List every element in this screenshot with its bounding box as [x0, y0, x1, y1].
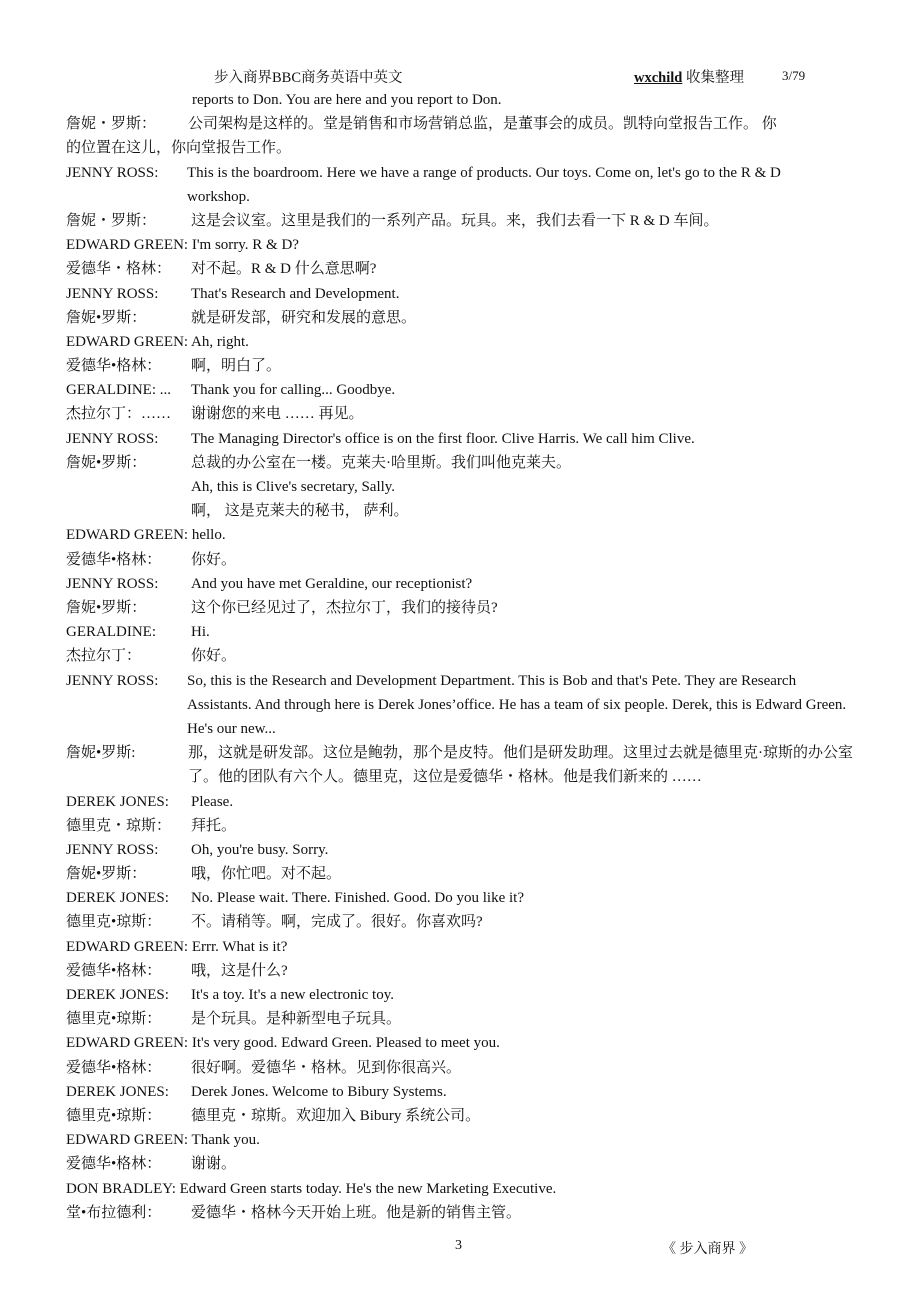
dialogue-line	[66, 935, 858, 959]
line-text: Oh, you're busy. Sorry.	[191, 841, 329, 858]
speaker-label: EDWARD GREEN: Errr. What is it?	[66, 938, 288, 955]
dialogue-line	[66, 910, 858, 934]
dialogue-line	[66, 1177, 858, 1201]
dialogue-paragraph-jenny	[66, 669, 858, 742]
dialogue-line	[66, 475, 858, 499]
dialogue-line	[66, 790, 858, 814]
dialogue-line	[66, 451, 858, 475]
speaker-label: 爱德华•格林：	[66, 1156, 162, 1173]
line-text: And you have met Geraldine, our receptionist?	[191, 575, 473, 592]
line-text: Derek Jones. Welcome to Bibury Systems.	[191, 1083, 447, 1100]
speaker-label: 德里克•琼斯：	[66, 1011, 162, 1028]
speaker-label: EDWARD GREEN: hello.	[66, 527, 226, 544]
paragraph-text: So, this is the Research and Development Department. This is Bob and that's Pete. They are Research Assistants. And through here is Derek Jones’office. He has a team of six people. Derek, this is Edward Green. He's our new...	[187, 672, 847, 737]
dialogue-block-1	[66, 88, 858, 669]
dialogue-line	[66, 644, 858, 668]
dialogue-line	[66, 572, 858, 596]
dialogue-line	[66, 282, 858, 306]
speaker-label: JENNY ROSS:	[66, 430, 159, 447]
line-text: 很好啊。爱德华・格林。见到你很高兴。	[191, 1059, 462, 1076]
dialogue-line	[66, 306, 858, 330]
collector-name: wxchild	[634, 70, 683, 86]
speaker-label: 詹妮•罗斯:	[66, 745, 136, 762]
dialogue-line	[66, 233, 858, 257]
dialogue-line	[66, 185, 858, 209]
dialogue-line	[66, 523, 858, 547]
speaker-label: 杰拉尔丁：……	[66, 406, 172, 423]
speaker-label: EDWARD GREEN: Ah, right.	[66, 333, 249, 350]
dialogue-line	[66, 596, 858, 620]
speaker-label: DEREK JONES:	[66, 987, 169, 1004]
line-text: The Managing Director's office is on the first floor. Clive Harris. We call him Clive.	[191, 430, 695, 447]
dialogue-line	[66, 1152, 858, 1176]
line-text: Thank you for calling... Goodbye.	[191, 382, 396, 399]
speaker-label: 爱德华•格林：	[66, 1059, 162, 1076]
line-text: 啊， 这是克莱夫的秘书， 萨利。	[191, 503, 409, 520]
line-text: 你好。	[191, 551, 237, 568]
header-title: 步入商界BBC商务英语中英文	[214, 70, 403, 86]
speaker-label: EDWARD GREEN: I'm sorry. R & D?	[66, 237, 299, 254]
line-text: Ah, this is Clive's secretary, Sally.	[191, 479, 396, 495]
speaker-label: 杰拉尔丁：	[66, 648, 142, 665]
speaker-label: JENNY ROSS:	[66, 575, 159, 592]
speaker-label: 詹妮•罗斯：	[66, 599, 147, 616]
line-text: 这个你已经见过了，杰拉尔丁，我们的接待员?	[191, 599, 498, 616]
speaker-label: EDWARD GREEN: Thank you.	[66, 1132, 260, 1149]
speaker-label: JENNY ROSS:	[66, 841, 159, 858]
dialogue-line	[66, 814, 858, 838]
speaker-label: JENNY ROSS:	[66, 164, 159, 181]
footer-page-number: 3	[455, 1238, 462, 1253]
line-text: 爱德华・格林今天开始上班。他是新的销售主管。	[191, 1204, 522, 1221]
line-text: 不。请稍等。啊，完成了。很好。你喜欢吗?	[191, 914, 483, 931]
line-text: 就是研发部，研究和发展的意思。	[191, 309, 417, 326]
line-text: 是个玩具。是种新型电子玩具。	[191, 1011, 402, 1028]
dialogue-line	[66, 378, 858, 402]
speaker-label: 詹妮•罗斯：	[66, 309, 147, 326]
speaker-label: 詹妮・罗斯：	[66, 116, 157, 133]
dialogue-content	[66, 88, 858, 1225]
line-text: No. Please wait. There. Finished. Good. Do you like it?	[191, 890, 525, 907]
line-text: 的位置在这儿，你向堂报告工作。	[66, 140, 292, 157]
dialogue-line	[66, 1056, 858, 1080]
line-text: 德里克・琼斯。欢迎加入 Bibury 系统公司。	[191, 1107, 481, 1124]
dialogue-line	[66, 330, 858, 354]
dialogue-line	[66, 1031, 858, 1055]
speaker-label: 爱德华・格林：	[66, 261, 172, 278]
speaker-label: 德里克•琼斯：	[66, 914, 162, 931]
dialogue-line	[66, 1201, 858, 1225]
speaker-label: JENNY ROSS:	[66, 672, 159, 689]
line-text: 啊，明白了。	[191, 358, 282, 375]
speaker-label: JENNY ROSS:	[66, 285, 159, 302]
speaker-label: 爱德华•格林：	[66, 551, 162, 568]
dialogue-line	[66, 886, 858, 910]
speaker-label: EDWARD GREEN: It's very good. Edward Green. Pleased to meet you.	[66, 1035, 500, 1052]
line-text: Please.	[191, 793, 234, 810]
dialogue-line	[66, 112, 858, 136]
line-text: This is the boardroom. Here we have a range of products. Our toys. Come on, let's go to the R & D	[187, 164, 781, 181]
speaker-label: DEREK JONES:	[66, 890, 169, 907]
line-text: 这是会议室。这里是我们的一系列产品。玩具。来，我们去看一下 R & D 车间。	[191, 212, 719, 229]
dialogue-line	[66, 402, 858, 426]
speaker-label: DON BRADLEY: Edward Green starts today. He's the new Marketing Executive.	[66, 1180, 557, 1197]
line-text: 哦，这是什么?	[191, 962, 288, 979]
dialogue-line	[66, 959, 858, 983]
line-text: That's Research and Development.	[191, 285, 400, 302]
dialogue-paragraph-jenny-cn	[66, 741, 858, 789]
dialogue-line	[66, 427, 858, 451]
dialogue-line	[66, 548, 858, 572]
dialogue-line	[66, 1080, 858, 1104]
line-text: Hi.	[191, 624, 210, 641]
paragraph-text: 那，这就是研发部。这位是鲍勃，那个是皮特。他们是研发助理。这里过去就是德里克·琼斯的办公室了。他的团队有六个人。德里克，这位是爱德华・格林。他是我们新来的 ……	[188, 745, 853, 786]
line-text: reports to Don. You are here and you report to Don.	[192, 92, 502, 108]
line-text: 公司架构是这样的。堂是销售和市场营销总监，是董事会的成员。凯特向堂报告工作。 你	[188, 116, 777, 133]
line-text: workshop.	[187, 188, 250, 205]
dialogue-line	[66, 862, 858, 886]
speaker-label: 堂•布拉德利：	[66, 1204, 162, 1221]
line-text: It's a toy. It's a new electronic toy.	[191, 987, 394, 1004]
speaker-label: 德里克・琼斯：	[66, 817, 172, 834]
speaker-label: DEREK JONES:	[66, 1083, 169, 1100]
dialogue-line	[66, 209, 858, 233]
dialogue-line	[66, 88, 858, 112]
dialogue-line	[66, 1104, 858, 1128]
dialogue-line	[66, 1128, 858, 1152]
speaker-label: 爱德华•格林：	[66, 962, 162, 979]
footer-book-title: 《 步入商界 》	[662, 1242, 753, 1257]
dialogue-line	[66, 499, 858, 523]
dialogue-block-2	[66, 790, 858, 1225]
speaker-label: 德里克•琼斯：	[66, 1107, 162, 1124]
line-text: 谢谢。	[191, 1156, 237, 1173]
speaker-label: 爱德华•格林：	[66, 358, 162, 375]
line-text: 拜托。	[191, 817, 237, 834]
dialogue-line	[66, 136, 858, 160]
dialogue-line	[66, 161, 858, 185]
speaker-label: 詹妮•罗斯：	[66, 454, 147, 471]
dialogue-line	[66, 257, 858, 281]
line-text: 哦，你忙吧。对不起。	[191, 866, 342, 883]
speaker-label: DEREK JONES:	[66, 793, 169, 810]
page-header	[0, 66, 920, 88]
dialogue-line	[66, 1007, 858, 1031]
speaker-label: 詹妮・罗斯：	[66, 212, 157, 229]
line-text: 谢谢您的来电 …… 再见。	[191, 406, 364, 423]
dialogue-line	[66, 620, 858, 644]
speaker-label: GERALDINE: ...	[66, 382, 171, 399]
dialogue-line	[66, 838, 858, 862]
dialogue-line	[66, 354, 858, 378]
dialogue-line	[66, 983, 858, 1007]
speaker-label: 詹妮•罗斯：	[66, 866, 147, 883]
header-collector	[634, 66, 744, 87]
collector-suffix: 收集整理	[685, 70, 744, 86]
speaker-label: GERALDINE:	[66, 624, 156, 641]
line-text: 对不起。R & D 什么意思啊?	[191, 261, 377, 278]
line-text: 你好。	[191, 648, 237, 665]
header-page-of: 3/79	[782, 68, 806, 83]
line-text: 总裁的办公室在一楼。克莱夫·哈里斯。我们叫他克莱夫。	[191, 454, 571, 471]
